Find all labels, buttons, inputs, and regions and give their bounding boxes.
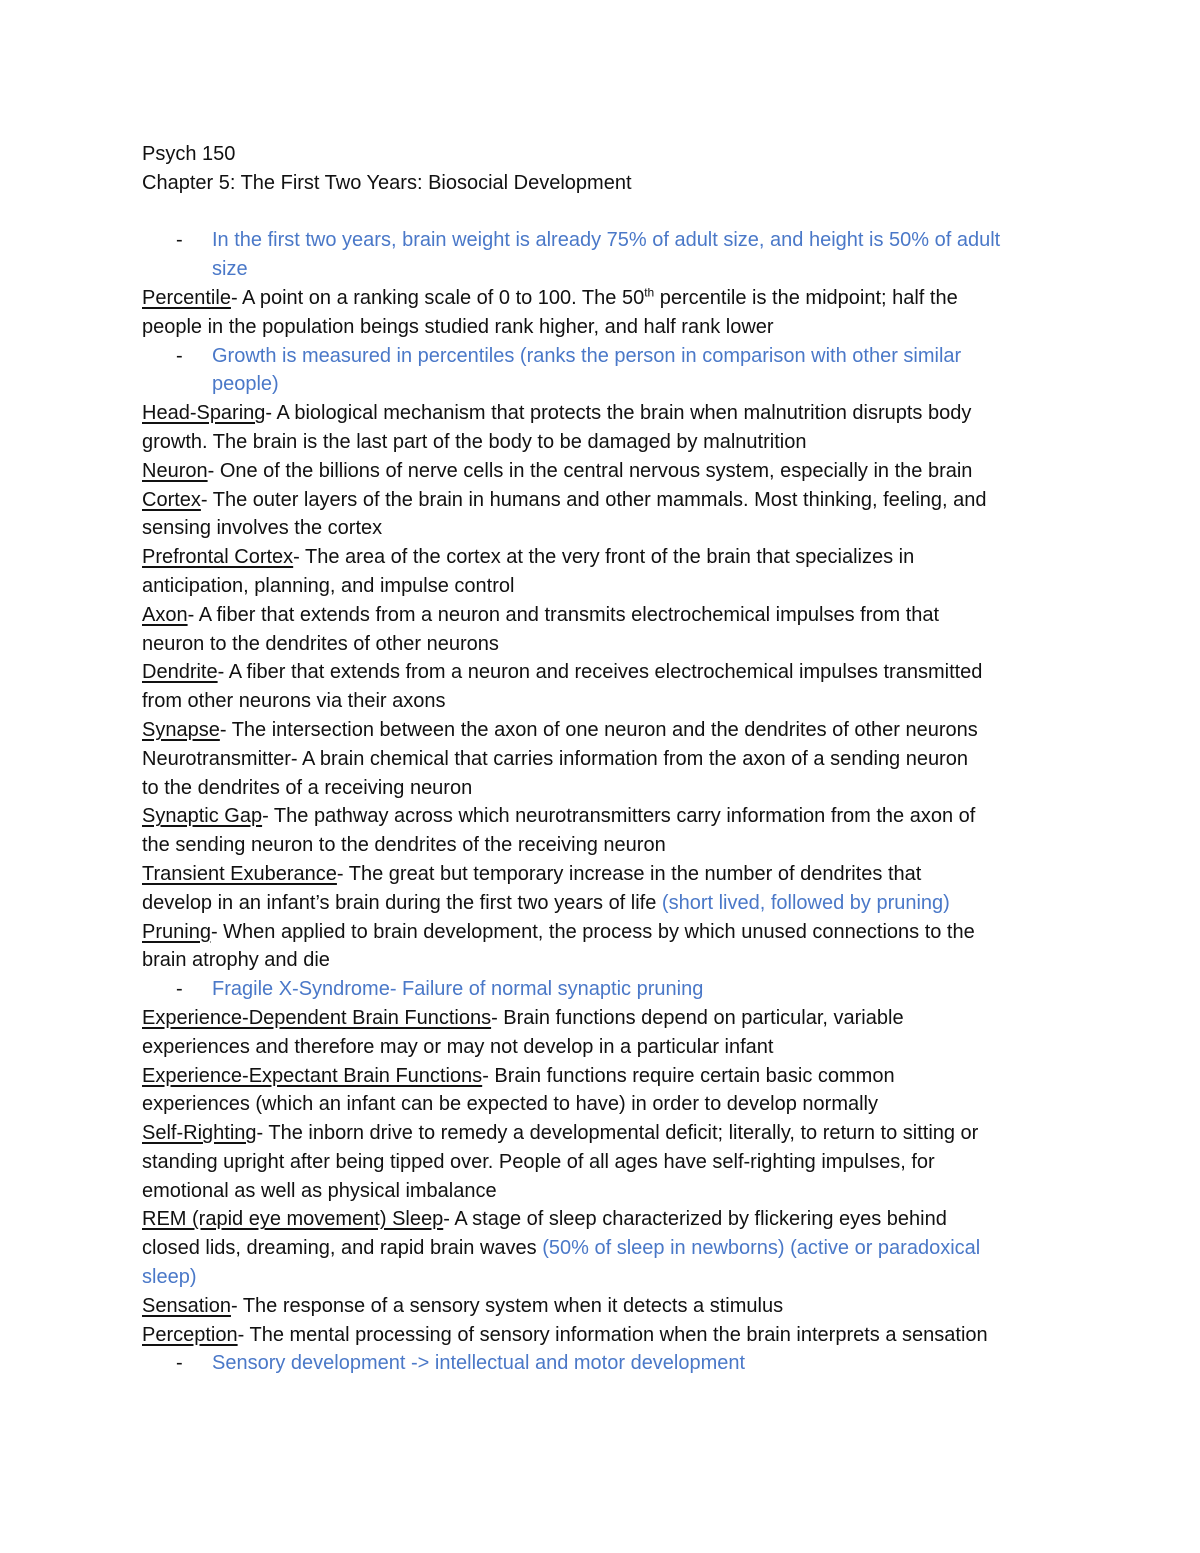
term: Head-Sparing xyxy=(142,402,266,425)
definition: - A point on a ranking scale of 0 to 100. The 50 xyxy=(230,286,645,309)
definition: - The mental processing of sensory information when the brain interprets a sensation xyxy=(237,1323,988,1346)
bullet-brain-weight xyxy=(142,226,1072,284)
bullet-dash: - xyxy=(176,1352,183,1375)
entry-head-sparing xyxy=(142,399,1072,428)
definition: - The intersection between the axon of one neuron and the dendrites of other neurons xyxy=(219,718,978,741)
definition: - Brain functions require certain basic common xyxy=(482,1064,895,1087)
entry-neuron xyxy=(142,457,1072,486)
entry-axon xyxy=(142,601,1072,630)
entry-experience-expectant xyxy=(142,1062,1072,1091)
term: Perception xyxy=(142,1323,238,1346)
chapter-title: Chapter 5: The First Two Years: Biosocial Development xyxy=(142,171,632,194)
entry-self-righting xyxy=(142,1119,1072,1148)
course-title: Psych 150 xyxy=(142,143,236,165)
definition-line: brain atrophy and die xyxy=(142,949,330,972)
definition-line: sensing involves the cortex xyxy=(142,517,383,540)
bullet-dash: - xyxy=(176,229,183,252)
bullet-text: In the first two years, brain weight is already 75% of adult size, and height is 50% of adult xyxy=(212,229,1001,252)
annotation-note: sleep) xyxy=(142,1266,197,1289)
definition-line: experiences (which an infant can be expected to have) in order to develop normally xyxy=(142,1093,878,1116)
entry-perception xyxy=(142,1321,1072,1350)
definition: - The great but temporary increase in the number of dendrites that xyxy=(336,862,922,885)
definition-line: people in the population beings studied rank higher, and half rank lower xyxy=(142,315,774,338)
term: Experience-Dependent Brain Functions xyxy=(142,1006,492,1029)
term: REM (rapid eye movement) Sleep xyxy=(142,1208,444,1231)
definition-line: emotional as well as physical imbalance xyxy=(142,1179,497,1202)
bullet-text: Fragile X-Syndrome- Failure of normal synaptic pruning xyxy=(212,978,704,1001)
definition-line: experiences and therefore may or may not develop in a particular infant xyxy=(142,1035,774,1058)
annotation-note: (50% of sleep in newborns) (active or paradoxical xyxy=(542,1237,981,1260)
superscript: th xyxy=(644,285,655,300)
bullet-dash: - xyxy=(176,344,183,367)
term: Axon xyxy=(142,603,188,626)
definition-line xyxy=(142,1234,1072,1263)
definition: - A fiber that extends from a neuron and receives electrochemical impulses transmitted xyxy=(217,661,983,684)
definition: - A fiber that extends from a neuron and transmits electrochemical impulses from that xyxy=(187,603,940,626)
definition-line: the sending neuron to the dendrites of the receiving neuron xyxy=(142,834,666,857)
definition-line: anticipation, planning, and impulse control xyxy=(142,574,515,597)
term: Cortex xyxy=(142,488,201,511)
term: Self-Righting xyxy=(142,1122,257,1145)
term: Synaptic Gap xyxy=(142,805,263,828)
entry-transient-exuberance xyxy=(142,860,1072,889)
bullet-fragile-x xyxy=(142,975,1072,1004)
entry-experience-dependent xyxy=(142,1004,1072,1033)
entry-dendrite xyxy=(142,658,1072,687)
term: Experience-Expectant Brain Functions xyxy=(142,1064,483,1087)
entry-prefrontal-cortex xyxy=(142,543,1072,572)
entry-neurotransmitter: Neurotransmitter- A brain chemical that carries information from the axon of a sending neuron xyxy=(142,747,968,770)
bullet-text: size xyxy=(212,258,248,281)
definition: - The response of a sensory system when it detects a stimulus xyxy=(230,1294,784,1317)
annotation-note: (short lived, followed by pruning) xyxy=(661,891,950,914)
definition-line: from other neurons via their axons xyxy=(142,690,446,713)
definition-line: neuron to the dendrites of other neurons xyxy=(142,632,499,655)
entry-pruning xyxy=(142,918,1072,947)
entry-cortex xyxy=(142,486,1072,515)
term: Dendrite xyxy=(142,661,218,684)
bullet-text: Growth is measured in percentiles (ranks the person in comparison with other similar xyxy=(212,344,962,367)
bullet-dash: - xyxy=(176,978,183,1001)
term: Pruning xyxy=(142,920,211,943)
definition-line: growth. The brain is the last part of the body to be damaged by malnutrition xyxy=(142,430,807,453)
term: Sensation xyxy=(142,1294,231,1317)
definition: percentile is the midpoint; half the xyxy=(654,286,958,309)
bullet-growth-percentiles xyxy=(142,342,1072,400)
bullet-text: people) xyxy=(212,373,279,396)
term: Prefrontal Cortex xyxy=(142,546,294,569)
definition: - One of the billions of nerve cells in the central nervous system, especially in the brain xyxy=(207,459,973,482)
definition: - Brain functions depend on particular, variable xyxy=(491,1006,904,1029)
definition: closed lids, dreaming, and rapid brain waves xyxy=(142,1237,543,1260)
entry-percentile xyxy=(142,284,1072,313)
entry-sensation xyxy=(142,1292,1072,1321)
term: Percentile xyxy=(142,286,231,309)
term: Transient Exuberance xyxy=(142,862,337,885)
bullet-text: Sensory development -> intellectual and motor development xyxy=(212,1352,746,1375)
definition: - A stage of sleep characterized by flickering eyes behind xyxy=(443,1208,947,1231)
entry-rem-sleep xyxy=(142,1205,1072,1234)
definition: - The area of the cortex at the very front of the brain that specializes in xyxy=(293,546,915,569)
term: Neuron xyxy=(142,459,208,482)
definition: - When applied to brain development, the process by which unused connections to the xyxy=(210,920,975,943)
definition: - A biological mechanism that protects the brain when malnutrition disrupts body xyxy=(265,402,972,425)
bullet-sensory-development xyxy=(142,1349,1072,1378)
definition: - The outer layers of the brain in humans and other mammals. Most thinking, feeling, and xyxy=(200,488,987,511)
notes-body xyxy=(142,140,1072,1378)
definition: develop in an infant’s brain during the first two years of life xyxy=(142,891,662,914)
entry-synaptic-gap xyxy=(142,802,1072,831)
term: Synapse xyxy=(142,718,220,741)
definition-line: to the dendrites of a receiving neuron xyxy=(142,776,473,799)
blank-line xyxy=(142,198,1072,227)
entry-synapse xyxy=(142,716,1072,745)
definition: - The inborn drive to remedy a developmental deficit; literally, to return to sitting or xyxy=(256,1122,979,1145)
definition: - The pathway across which neurotransmitters carry information from the axon of xyxy=(262,805,976,828)
definition-line: standing upright after being tipped over. People of all ages have self-righting impulses, for xyxy=(142,1150,935,1173)
definition-line xyxy=(142,889,1072,918)
